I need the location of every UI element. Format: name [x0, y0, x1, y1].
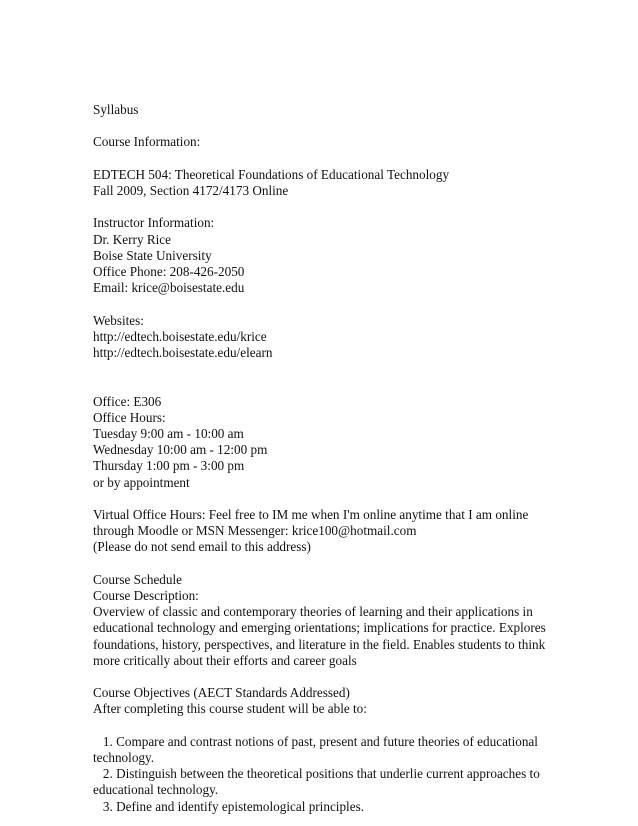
- office-hours-wednesday: Wednesday 10:00 am - 12:00 pm: [93, 442, 268, 458]
- spacer: [93, 718, 543, 734]
- description-line-1: Overview of classic and contemporary theories of learning and their applications in: [93, 604, 533, 620]
- course-title: EDTECH 504: Theoretical Foundations of Educational Technology: [93, 166, 450, 182]
- instructor-university: Boise State University: [93, 247, 212, 263]
- spacer: [93, 361, 543, 393]
- objective-1-line-1: 1. Compare and contrast notions of past, present and future theories of educational: [93, 733, 538, 749]
- objective-3-line-1: 3. Define and identify epistemological principles.: [93, 798, 365, 814]
- description-line-3: foundations, history, perspectives, and literature in the field. Enables students to think: [93, 636, 546, 652]
- spacer: [93, 118, 543, 134]
- description-heading: Course Description:: [93, 587, 199, 603]
- document-title: Syllabus: [93, 102, 139, 117]
- schedule-heading: Course Schedule: [93, 571, 182, 587]
- instructor-heading: Instructor Information:: [93, 215, 215, 231]
- objectives-intro: After completing this course student will be able to:: [93, 701, 367, 717]
- virtual-hours-note: (Please do not send email to this address): [93, 539, 311, 555]
- description-line-2: educational technology and emerging orientations; implications for practice. Explores: [93, 620, 546, 636]
- office-hours-thursday: Thursday 1:00 pm - 3:00 pm: [93, 458, 245, 474]
- objective-2-line-1: 2. Distinguish between the theoretical positions that underlie current approaches to: [93, 766, 540, 782]
- virtual-hours-line-2: through Moodle or MSN Messenger: krice100@hotmail.com: [93, 523, 417, 539]
- websites-heading: Websites:: [93, 312, 144, 328]
- objective-2-line-2: educational technology.: [93, 782, 219, 798]
- office-hours-tuesday: Tuesday 9:00 am - 10:00 am: [93, 425, 244, 441]
- spacer: [93, 199, 543, 215]
- instructor-name: Dr. Kerry Rice: [93, 231, 171, 247]
- spacer: [93, 491, 543, 507]
- office-location: Office: E306: [93, 393, 162, 409]
- syllabus-document: [93, 102, 546, 815]
- spacer: [93, 556, 543, 572]
- objectives-heading: Course Objectives (AECT Standards Addressed): [93, 685, 350, 701]
- instructor-email: Email: krice@boisestate.edu: [93, 280, 245, 296]
- course-info-heading: Course Information:: [93, 134, 201, 150]
- objective-1-line-2: technology.: [93, 749, 155, 765]
- website-link-krice[interactable]: http://edtech.boisestate.edu/krice: [93, 328, 267, 344]
- instructor-phone: Office Phone: 208-426-2050: [93, 263, 245, 279]
- spacer: [93, 296, 543, 312]
- spacer: [93, 151, 543, 167]
- office-hours-heading: Office Hours:: [93, 409, 166, 425]
- spacer: [93, 669, 543, 685]
- description-line-4: more critically about their efforts and career goals: [93, 652, 357, 668]
- office-hours-appointment: or by appointment: [93, 474, 190, 490]
- course-term: Fall 2009, Section 4172/4173 Online: [93, 182, 289, 198]
- website-link-elearn[interactable]: http://edtech.boisestate.edu/elearn: [93, 344, 273, 360]
- virtual-hours-line-1: Virtual Office Hours: Feel free to IM me when I'm online anytime that I am online: [93, 506, 529, 522]
